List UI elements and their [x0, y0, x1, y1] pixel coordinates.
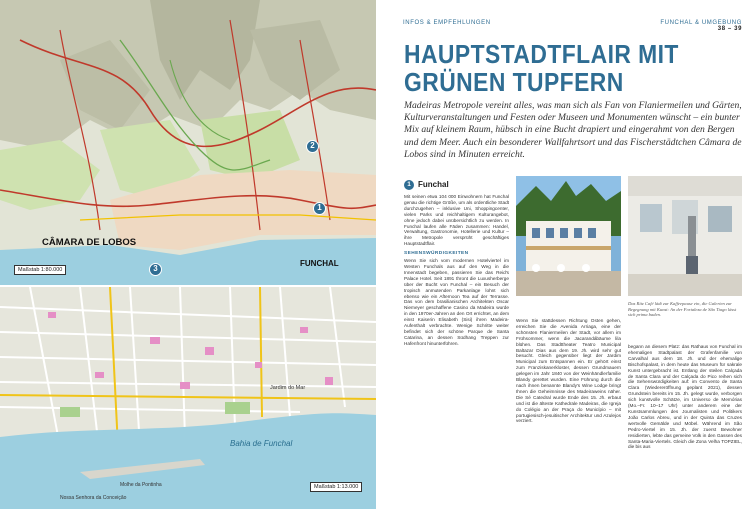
page-title: HAUPTSTADTFLAIR MIT GRÜNEN TUPFERN [404, 39, 679, 97]
body-text-2: Wenn Sie stattdessen Richtung Osten gehen, erreichen Sie die Avenida Arriaga, eine der schönsten Flaniermeilen der Stadt, vor allem im Frühsommer, wenn die Jacarandábäume lila blühen. Das Stadttheater Teatro Municipal Baltazar Dias aus dem 19. Jh. wird sehr gut besucht. Gleich gegenüber liegt der Jardim Municipal zum Entspannen ein. Er gehört einst zum Franziskanerkloster, dessen Grundmauern gelegen im Jahr 1840 von der Weinhändlerfamilie Blandy gerettet wurden. Eine Führung durch die nach ihnen benannte Blandy's Wine Lodge bringt Ihnen die Geheimnisse des Madeiraweins näher. Die Sé Catedral wurde Ende des 15. Jh. erbaut und ist die älteste Kathedrale Madeiras, die Igreja do Colégio an der Praça do Município – mit portugiesisch-jesuitischer Architektur und Azulejos verziert. [516, 318, 621, 424]
map-label-camara: CÂMARA DE LOBOS [42, 237, 137, 248]
page-numbers: 38 – 39 [717, 26, 742, 32]
intro-text: Mit seinen etwa 104 000 Einwohnern hat Funchal genau die richtige Größe, um als ordentliche Stadt durchzugehen – inklusive Uni, Shoppingcenter, vielen Parks und reichhaltigem Kulturangebot, ohne jedoch dabei unübersichtlich zu werden. In Funchal laufen alle Fäden zusammen: Handel, Verwaltung, Gastronomie, Hotellerie und Kultur – ihre Metropole versprüht geschäftiges Hauptstadtflair. [404, 194, 509, 247]
photo-cafe-graphic [516, 176, 621, 296]
map-label-church: Nossa Senhora da Conceição [60, 495, 127, 501]
header-chapter [660, 20, 742, 32]
header-section: INFOS & EMPFEHLUNGEN [403, 20, 491, 26]
scale-top: Maßstab 1:80.000 [14, 265, 66, 275]
map-label-funchal: FUNCHAL [300, 259, 339, 268]
map-pin[interactable]: 1 [313, 202, 326, 215]
body-text-3: begann an diesem Platz: das Rathaus von Funchal im ehemaligen Stadtpalast der Grafenfamilie von Carvalhal aus dem 18. Jh. und der ehemalige Bischofspalast, in dem heute das Museum für sakrale Kunst untergebracht ist. Entlang der steilen Calçada de Santa Clara und der Calçada do Pico reihen sich die Sehenswürdigkeiten auf: im Convento de Santa Clara (Wiedereröffnung geplant 2021), dessen Grundstein bereits im 15. Jh. gelegt wurde, verborgen sich kunstvolle Schätze, im Universo de Memórias (Mo.–Fr. 10–17 Uhr) unter anderem eine der Kunstsammlungen des Journalisten und Politikers João Carlos Abreu, und in der Quinta das Cruzes wertvolle Gemälde und Möbel. Während im São Pedro-Viertel im 15. Jh. der zuerst Bewohner residierten, lebte das gemeine Volk in den Gassen des Santa-Maria-Viertels. Gleich die Zona Velha TOPZIEL, die bis aus [628, 344, 742, 450]
overview-map[interactable] [0, 0, 376, 285]
header-chapter-label: FUNCHAL & UMGEBUNG [660, 20, 742, 26]
section-number-badge: 1 [404, 180, 414, 190]
city-map[interactable] [0, 287, 376, 509]
city-map-graphic [0, 287, 376, 509]
map-pin[interactable]: 2 [306, 140, 319, 153]
column-1 [404, 180, 509, 349]
photo-gallery-graphic [628, 176, 742, 296]
map-label-jardim: Jardim do Mar [270, 385, 306, 391]
photo-caption: Das Ritz Café lädt zur Kaffeepause ein, die Galerien zur Begegnung mit Kunst: An der Fortaleza de São Tiago lässt sich prima baden. [628, 301, 737, 318]
photo-gallery [628, 176, 742, 296]
column-2 [516, 318, 621, 426]
scale-bottom: Maßstab 1:13.000 [310, 482, 362, 492]
article-page [383, 0, 750, 509]
lead-paragraph: Madeiras Metropole vereint alles, was man sich als Fan von Flaniermeilen und Gärten, Kulturveranstaltungen und Festen oder Museen und Monumenten wünscht – ein bunter Mix auf kleinem Raum, hübsch in eine Bucht drapiert und eingerahmt von den Bergen und dem Meer. Auch ein besonderer Wallfahrtsort und das Fischerstädtchen Câmara de Lobos sind in Minuten erreicht. [404, 100, 742, 160]
map-label-pier: Molhe da Pontinha [120, 482, 162, 488]
subheading: SEHENSWÜRDIGKEITEN [404, 251, 469, 257]
photo-cafe [516, 176, 621, 296]
section-heading [404, 180, 509, 190]
map-pin[interactable]: 3 [149, 263, 162, 276]
body-text: Wenn Sie sich vom modernen Hotelviertel im Westen Funchals aus auf den Weg in die Innenstadt begeben, passieren Sie das Reid's Palace Hotel. Seit 1891 thront die Luxusherberge über der Bucht von Funchal – ein Besuch der tropisch anmutenden Parkanlage lohnt sich ebenso wie ein Afternoon Tea auf der Terrasse. Das von dem brasilianischen Architekten Oscar Niemeyer geschaffene Casino da Madeira wurde in den 1970er-Jahren an den Ort errichtet, an dem einst Kaiserin Elisabeth (Sisi) ihren Madeira-Aufenthalt verbrachte. Wenige Schritte weiter befindet sich der schöne Parque de Santa Catarina, an dessen Südhang Treppen zur Hafenfront hinunterführen. [404, 258, 509, 346]
column-3 [628, 344, 742, 452]
map-label-bay: Bahia de Funchal [230, 439, 293, 448]
section-title: Funchal [418, 180, 449, 189]
